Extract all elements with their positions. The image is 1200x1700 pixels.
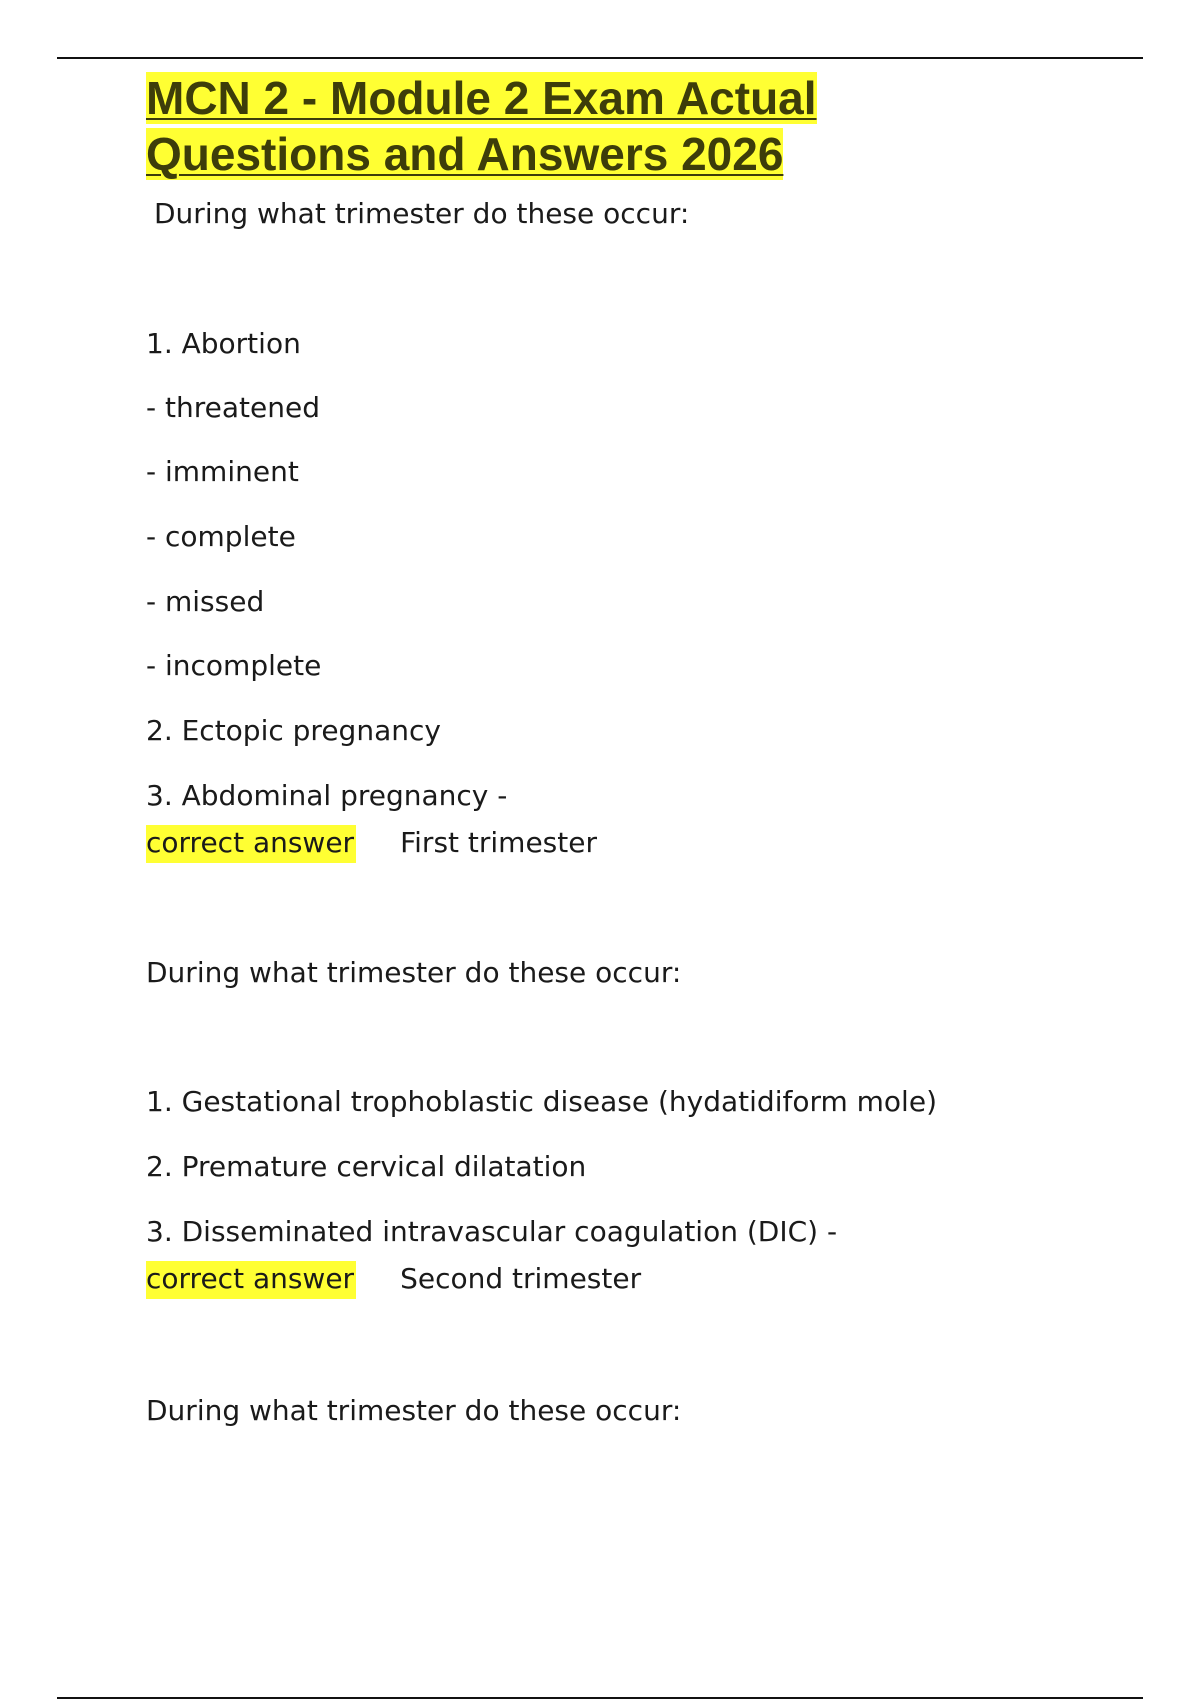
question-1-item: - threatened [146, 391, 320, 424]
footer-rule [57, 1697, 1143, 1699]
question-2-items [146, 1084, 1136, 1250]
question-1-item: - incomplete [146, 649, 322, 682]
question-1-item: - missed [146, 585, 265, 618]
answer-text: First trimester [400, 826, 597, 859]
question-2-item: 3. Disseminated intravascular coagulation (DIC) - [146, 1215, 838, 1248]
question-3-prompt: During what trimester do these occur: [146, 1394, 682, 1427]
question-1-item: - complete [146, 520, 296, 553]
question-1-items [146, 326, 1136, 814]
question-2-prompt: During what trimester do these occur: [146, 956, 682, 989]
correct-answer-label: correct answer [146, 1261, 356, 1299]
question-1-item: - imminent [146, 455, 299, 488]
question-1-item: 3. Abdominal pregnancy - [146, 779, 508, 812]
question-2-item: 2. Premature cervical dilatation [146, 1150, 587, 1183]
question-2-answer [146, 1261, 1136, 1299]
question-1-answer [146, 825, 1136, 863]
question-1-prompt: During what trimester do these occur: [154, 197, 690, 230]
document-body [146, 70, 1136, 1429]
question-1-item: 1. Abortion [146, 327, 301, 360]
question-1-item: 2. Ectopic pregnancy [146, 714, 441, 747]
correct-answer-label: correct answer [146, 825, 356, 863]
answer-text: Second trimester [400, 1262, 642, 1295]
document-title: MCN 2 - Module 2 Exam Actual Questions and Answers 2026 [146, 72, 817, 180]
header-rule [57, 57, 1143, 59]
question-2-item: 1. Gestational trophoblastic disease (hydatidiform mole) [146, 1085, 937, 1118]
